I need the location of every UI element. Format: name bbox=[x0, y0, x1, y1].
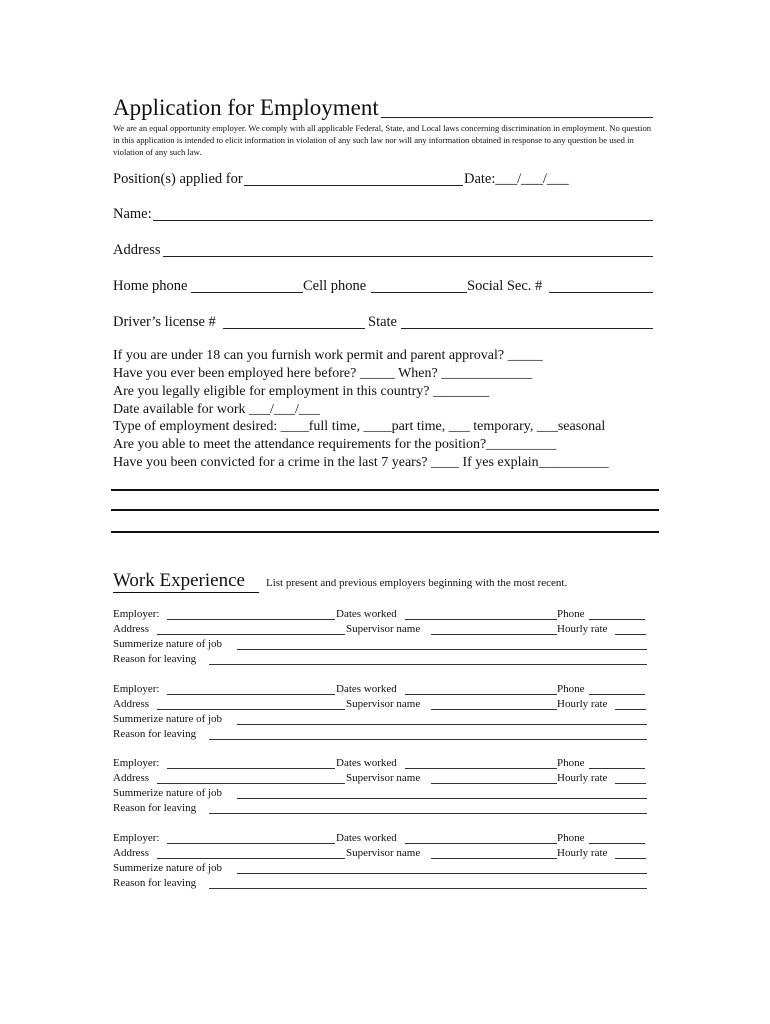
question-conviction[interactable]: Have you been convicted for a crime in the last 7 years? ____ If yes explain__________ bbox=[113, 455, 609, 470]
cell-phone-label: Cell phone bbox=[303, 278, 367, 294]
employer-address-field[interactable] bbox=[157, 783, 345, 784]
reason-leaving-field[interactable] bbox=[209, 813, 647, 814]
employer-address-label: Address bbox=[113, 847, 150, 859]
phone-label: Phone bbox=[557, 608, 585, 620]
phone-field[interactable] bbox=[589, 619, 645, 620]
supervisor-label: Supervisor name bbox=[346, 698, 421, 710]
hourly-rate-field[interactable] bbox=[615, 858, 646, 859]
supervisor-label: Supervisor name bbox=[346, 847, 421, 859]
dates-worked-label: Dates worked bbox=[336, 608, 397, 620]
title-blank-line[interactable] bbox=[381, 117, 653, 118]
dates-worked-field[interactable] bbox=[405, 619, 557, 620]
home-phone-label: Home phone bbox=[113, 278, 188, 294]
question-date-available[interactable]: Date available for work ___/___/___ bbox=[113, 402, 320, 417]
job-summary-label: Summerize nature of job bbox=[113, 862, 223, 874]
hourly-rate-field[interactable] bbox=[615, 783, 646, 784]
supervisor-field[interactable] bbox=[431, 634, 557, 635]
dates-worked-label: Dates worked bbox=[336, 683, 397, 695]
phone-label: Phone bbox=[557, 683, 585, 695]
employer-label: Employer: bbox=[113, 757, 160, 769]
employer-label: Employer: bbox=[113, 832, 160, 844]
employer-address-field[interactable] bbox=[157, 858, 345, 859]
reason-leaving-label: Reason for leaving bbox=[113, 802, 197, 814]
phone-field[interactable] bbox=[589, 768, 645, 769]
hourly-rate-label: Hourly rate bbox=[557, 847, 608, 859]
reason-leaving-field[interactable] bbox=[209, 888, 647, 889]
license-field[interactable] bbox=[223, 328, 365, 329]
question-employment-type[interactable]: Type of employment desired: ____full time, ____part time, ___ temporary, ___seasonal bbox=[113, 419, 606, 434]
position-row bbox=[113, 169, 653, 189]
home-phone-field[interactable] bbox=[191, 292, 303, 293]
equal-opportunity-statement: We are an equal opportunity employer. We comply with all applicable Federal, State, and Local laws concerning discrimination in employment. No question in this application is intended to elicit information in violation of any such law nor will any information obtained in response to any question be used in violation of any such law. bbox=[113, 123, 652, 157]
explain-line-2[interactable] bbox=[111, 509, 659, 511]
employer-name-field[interactable] bbox=[167, 619, 335, 620]
name-row bbox=[113, 204, 653, 224]
form-title: Application for Employment bbox=[113, 95, 379, 120]
work-experience-note: List present and previous employers beginning with the most recent. bbox=[266, 577, 568, 589]
employer-label: Employer: bbox=[113, 608, 160, 620]
question-eligible[interactable]: Are you legally eligible for employment in this country? ________ bbox=[113, 384, 489, 399]
employer-name-field[interactable] bbox=[167, 694, 335, 695]
work-experience-heading: Work Experience bbox=[113, 570, 245, 591]
license-label: Driver’s license # bbox=[113, 314, 216, 330]
license-row bbox=[113, 312, 653, 332]
date-field[interactable]: Date:___/___/___ bbox=[464, 171, 569, 187]
dates-worked-field[interactable] bbox=[405, 843, 557, 844]
reason-leaving-label: Reason for leaving bbox=[113, 728, 197, 740]
reason-leaving-field[interactable] bbox=[209, 739, 647, 740]
address-label: Address bbox=[113, 242, 161, 258]
position-field[interactable] bbox=[243, 185, 463, 186]
employer-block bbox=[113, 831, 653, 893]
reason-leaving-label: Reason for leaving bbox=[113, 877, 197, 889]
work-experience-underline bbox=[113, 592, 259, 593]
name-label: Name: bbox=[113, 206, 152, 222]
employer-address-field[interactable] bbox=[157, 634, 345, 635]
question-attendance[interactable]: Are you able to meet the attendance requirements for the position?__________ bbox=[113, 437, 557, 452]
ssn-label: Social Sec. # bbox=[467, 278, 543, 294]
cell-phone-field[interactable] bbox=[371, 292, 467, 293]
explain-line-3[interactable] bbox=[111, 531, 659, 533]
dates-worked-label: Dates worked bbox=[336, 832, 397, 844]
name-field[interactable] bbox=[153, 220, 653, 221]
hourly-rate-label: Hourly rate bbox=[557, 772, 608, 784]
employer-block bbox=[113, 682, 653, 744]
explain-line-1[interactable] bbox=[111, 489, 659, 491]
employer-address-label: Address bbox=[113, 698, 150, 710]
supervisor-label: Supervisor name bbox=[346, 772, 421, 784]
phone-label: Phone bbox=[557, 832, 585, 844]
address-field[interactable] bbox=[163, 256, 653, 257]
phone-label: Phone bbox=[557, 757, 585, 769]
job-summary-field[interactable] bbox=[237, 724, 647, 725]
phone-row bbox=[113, 276, 653, 296]
employer-address-field[interactable] bbox=[157, 709, 345, 710]
reason-leaving-label: Reason for leaving bbox=[113, 653, 197, 665]
hourly-rate-field[interactable] bbox=[615, 634, 646, 635]
employer-block bbox=[113, 607, 653, 669]
hourly-rate-label: Hourly rate bbox=[557, 623, 608, 635]
job-summary-field[interactable] bbox=[237, 649, 647, 650]
employer-name-field[interactable] bbox=[167, 768, 335, 769]
supervisor-label: Supervisor name bbox=[346, 623, 421, 635]
dates-worked-field[interactable] bbox=[405, 694, 557, 695]
supervisor-field[interactable] bbox=[431, 783, 557, 784]
phone-field[interactable] bbox=[589, 843, 645, 844]
question-work-permit[interactable]: If you are under 18 can you furnish work permit and parent approval? _____ bbox=[113, 348, 543, 363]
address-row bbox=[113, 240, 653, 260]
title-row bbox=[113, 94, 653, 122]
employer-name-field[interactable] bbox=[167, 843, 335, 844]
position-label: Position(s) applied for bbox=[113, 171, 243, 187]
supervisor-field[interactable] bbox=[431, 709, 557, 710]
employer-address-label: Address bbox=[113, 623, 150, 635]
job-summary-label: Summerize nature of job bbox=[113, 787, 223, 799]
employer-address-label: Address bbox=[113, 772, 150, 784]
supervisor-field[interactable] bbox=[431, 858, 557, 859]
ssn-field[interactable] bbox=[549, 292, 653, 293]
reason-leaving-field[interactable] bbox=[209, 664, 647, 665]
job-summary-label: Summerize nature of job bbox=[113, 713, 223, 725]
job-summary-label: Summerize nature of job bbox=[113, 638, 223, 650]
hourly-rate-field[interactable] bbox=[615, 709, 646, 710]
employer-block bbox=[113, 756, 653, 818]
question-employed-before[interactable]: Have you ever been employed here before? _____ When? _____________ bbox=[113, 366, 533, 381]
dates-worked-label: Dates worked bbox=[336, 757, 397, 769]
state-field[interactable] bbox=[401, 328, 653, 329]
employer-label: Employer: bbox=[113, 683, 160, 695]
dates-worked-field[interactable] bbox=[405, 768, 557, 769]
hourly-rate-label: Hourly rate bbox=[557, 698, 608, 710]
state-label: State bbox=[368, 314, 397, 330]
job-summary-field[interactable] bbox=[237, 873, 647, 874]
job-summary-field[interactable] bbox=[237, 798, 647, 799]
phone-field[interactable] bbox=[589, 694, 645, 695]
